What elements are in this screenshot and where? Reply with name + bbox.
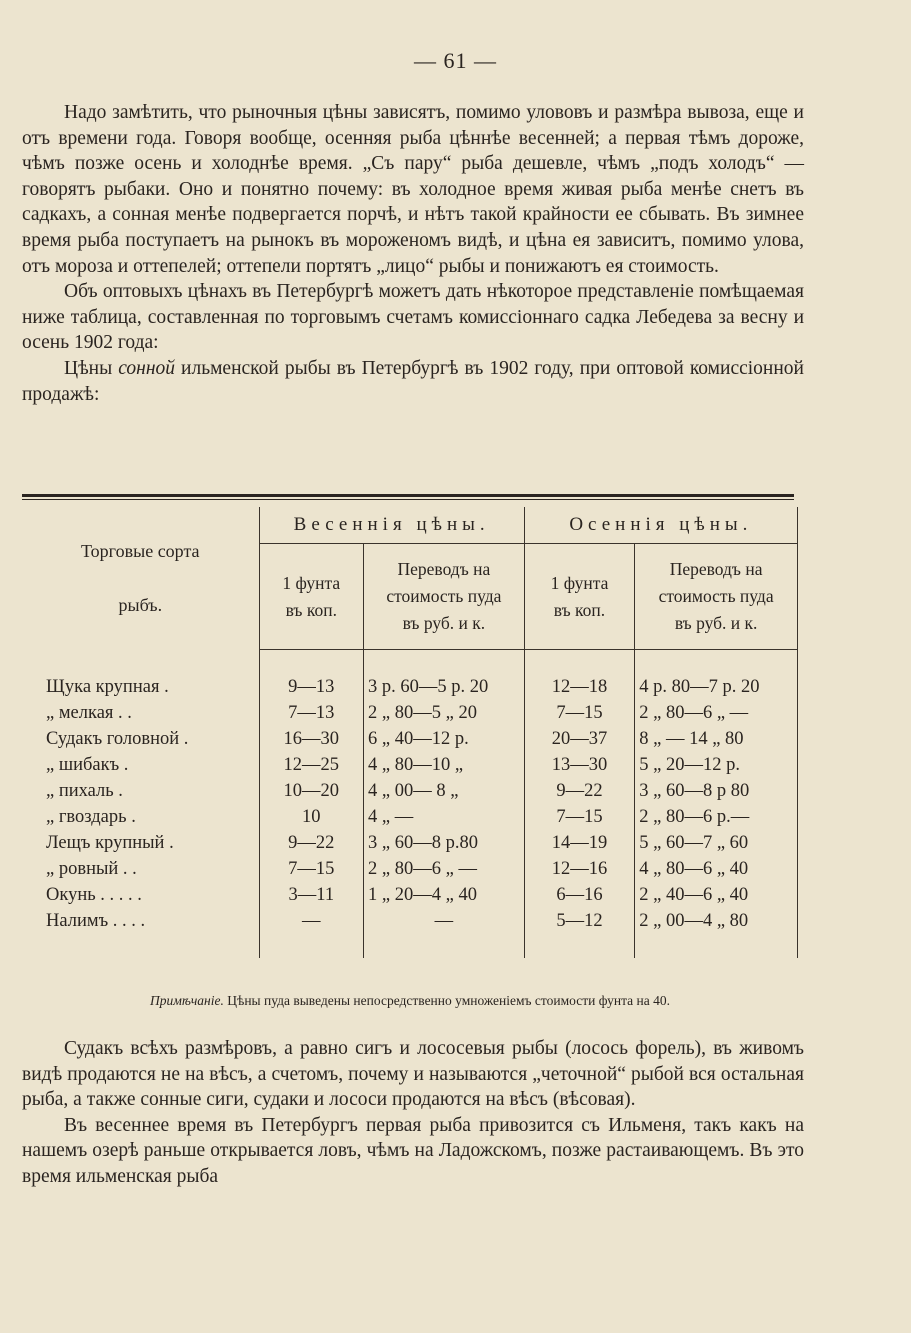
- autumn-funt-price: 12—18: [524, 674, 634, 700]
- p3-text-after: ильменской рыбы въ Петербургѣ въ 1902 году, при оптовой комиссіонной продажѣ:: [22, 357, 804, 405]
- table-spacer: [22, 650, 798, 675]
- autumn-pud-price: 5 „ 60—7 „ 60: [635, 830, 798, 856]
- autumn-pud-price: 2 „ 80—6 р.—: [635, 804, 798, 830]
- table-row: [22, 882, 798, 908]
- spring-pud-price: 4 „ —: [364, 804, 525, 830]
- table-row: [22, 778, 798, 804]
- header-fish-sorts: [22, 507, 259, 650]
- header-row-1: [22, 507, 798, 544]
- fish-name: „ ровный . .: [22, 856, 259, 882]
- spring-funt-price: 9—22: [259, 830, 363, 856]
- table-tail-spacer: [22, 934, 798, 958]
- outro-paragraph-2: Въ весеннее время въ Петербургъ первая рыба привозится съ Ильменя, такъ какъ на нашемъ озерѣ раньше открывается ловъ, чѣмъ на Ладожскомъ, позже растаивающемъ. Въ это время ильменская рыба: [22, 1114, 804, 1187]
- spring-pud-price: 1 „ 20—4 „ 40: [364, 882, 525, 908]
- autumn-funt-price: 13—30: [524, 752, 634, 778]
- spring-funt-price: 16—30: [259, 726, 363, 752]
- autumn-funt-price: 5—12: [524, 908, 634, 934]
- footnote-text: Цѣны пуда выведены непосредственно умноженіемъ стоимости фунта на 40.: [223, 993, 670, 1008]
- header-autumn-prices: Осеннія цѣны.: [524, 507, 797, 544]
- header-spring-per-pud-label: Переводъ на стоимость пуда въ руб. и к.: [386, 559, 502, 633]
- header-spring-per-pud: [364, 544, 525, 650]
- spring-funt-price: 7—13: [259, 700, 363, 726]
- fish-name: Налимъ . . . .: [22, 908, 259, 934]
- header-autumn-per-pud-label: Переводъ на стоимость пуда въ руб. и к.: [658, 559, 774, 633]
- spring-funt-price: 9—13: [259, 674, 363, 700]
- header-spring-prices: Весеннія цѣны.: [259, 507, 524, 544]
- outro-text: [22, 1036, 804, 1190]
- intro-paragraph-3: [22, 356, 804, 407]
- fish-name: „ мелкая . .: [22, 700, 259, 726]
- header-spring-per-funt: [259, 544, 363, 650]
- autumn-pud-price: 4 „ 80—6 „ 40: [635, 856, 798, 882]
- table-row: [22, 726, 798, 752]
- autumn-funt-price: 9—22: [524, 778, 634, 804]
- table-top-rule: [22, 494, 794, 497]
- p3-italic-word: сонной: [118, 357, 176, 379]
- intro-text: [22, 100, 804, 407]
- header-fish-sorts-label: Торговые сорта рыбъ.: [81, 541, 200, 616]
- header-autumn-per-pud: [635, 544, 798, 650]
- fish-name: „ гвоздарь .: [22, 804, 259, 830]
- autumn-funt-price: 7—15: [524, 804, 634, 830]
- table-row: [22, 752, 798, 778]
- header-spring-per-funt-label: 1 фунта въ коп.: [282, 572, 341, 620]
- header-autumn-per-funt: [524, 544, 634, 650]
- autumn-pud-price: 2 „ 80—6 „ —: [635, 700, 798, 726]
- spring-pud-price: 6 „ 40—12 р.: [364, 726, 525, 752]
- p3-text-before: Цѣны: [64, 357, 119, 379]
- table-footnote: [22, 993, 798, 1009]
- outro-paragraph-1: Судакъ всѣхъ размѣровъ, а равно сигъ и лососевыя рыбы (лосось форель), въ живомъ видѣ продаются не на вѣсъ, а счетомъ, почему и называются „четочной“ рыбой вся остальная рыба, а также сонные сиги, судаки и лососи продаются на вѣсъ (вѣсовая).: [22, 1038, 804, 1111]
- spring-funt-price: 12—25: [259, 752, 363, 778]
- spring-pud-price: 3 „ 60—8 р.80: [364, 830, 525, 856]
- spring-funt-price: —: [259, 908, 363, 934]
- autumn-pud-price: 8 „ — 14 „ 80: [635, 726, 798, 752]
- intro-paragraph-1: Надо замѣтить, что рыночныя цѣны зависятъ, помимо улововъ и размѣра вывоза, еще и отъ времени года. Говоря вообще, осенняя рыба цѣннѣе весенней; а первая тѣмъ дороже, чѣмъ позже осень и холоднѣе время. „Съ пару“ рыба дешевле, чѣмъ „подъ холодъ“ — говорятъ рыбаки. Оно и понятно почему: въ холодное время живая рыба менѣе снетъ въ садкахъ, а сонная менѣе подвергается порчѣ, и нѣтъ такой крайности ее сбывать. Въ зимнее время рыба поступаетъ на рынокъ въ мороженомъ видѣ, и цѣна ея зависитъ, помимо улова, отъ мороза и оттепелей; оттепели портятъ „лицо“ рыбы и понижаютъ ея стоимость.: [22, 102, 804, 277]
- autumn-pud-price: 5 „ 20—12 р.: [635, 752, 798, 778]
- table-row: [22, 830, 798, 856]
- fish-price-table: [22, 507, 798, 958]
- spring-pud-price: 4 „ 80—10 „: [364, 752, 525, 778]
- spring-pud-price: —: [364, 908, 525, 934]
- autumn-pud-price: 3 „ 60—8 р 80: [635, 778, 798, 804]
- autumn-funt-price: 14—19: [524, 830, 634, 856]
- autumn-funt-price: 20—37: [524, 726, 634, 752]
- header-autumn-per-funt-label: 1 фунта въ коп.: [550, 572, 609, 620]
- spring-pud-price: 2 „ 80—5 „ 20: [364, 700, 525, 726]
- page-number: — 61 —: [414, 48, 497, 73]
- spring-funt-price: 10—20: [259, 778, 363, 804]
- autumn-pud-price: 2 „ 00—4 „ 80: [635, 908, 798, 934]
- table-top-rule-thin: [22, 499, 794, 500]
- autumn-pud-price: 2 „ 40—6 „ 40: [635, 882, 798, 908]
- autumn-funt-price: 7—15: [524, 700, 634, 726]
- spring-funt-price: 7—15: [259, 856, 363, 882]
- spring-pud-price: 2 „ 80—6 „ —: [364, 856, 525, 882]
- spring-funt-price: 10: [259, 804, 363, 830]
- fish-name: Окунь . . . . .: [22, 882, 259, 908]
- spring-pud-price: 4 „ 00— 8 „: [364, 778, 525, 804]
- table-row: [22, 908, 798, 934]
- spring-pud-price: 3 р. 60—5 р. 20: [364, 674, 525, 700]
- autumn-funt-price: 6—16: [524, 882, 634, 908]
- table-row: [22, 674, 798, 700]
- fish-name: Судакъ головной .: [22, 726, 259, 752]
- table-row: [22, 804, 798, 830]
- fish-name: „ шибакъ .: [22, 752, 259, 778]
- fish-name: Щука крупная .: [22, 674, 259, 700]
- footnote-label: Примѣчаніе.: [149, 993, 224, 1008]
- autumn-pud-price: 4 р. 80—7 р. 20: [635, 674, 798, 700]
- spring-funt-price: 3—11: [259, 882, 363, 908]
- table-row: [22, 856, 798, 882]
- table-row: [22, 700, 798, 726]
- intro-paragraph-2: Объ оптовыхъ цѣнахъ въ Петербургѣ можетъ дать нѣкоторое представленіе помѣщаемая ниже таблица, составленная по торговымъ счетамъ комиссіоннаго садка Лебедева за весну и осень 1902 года:: [22, 281, 804, 354]
- fish-name: „ пихаль .: [22, 778, 259, 804]
- autumn-funt-price: 12—16: [524, 856, 634, 882]
- fish-name: Лещъ крупный .: [22, 830, 259, 856]
